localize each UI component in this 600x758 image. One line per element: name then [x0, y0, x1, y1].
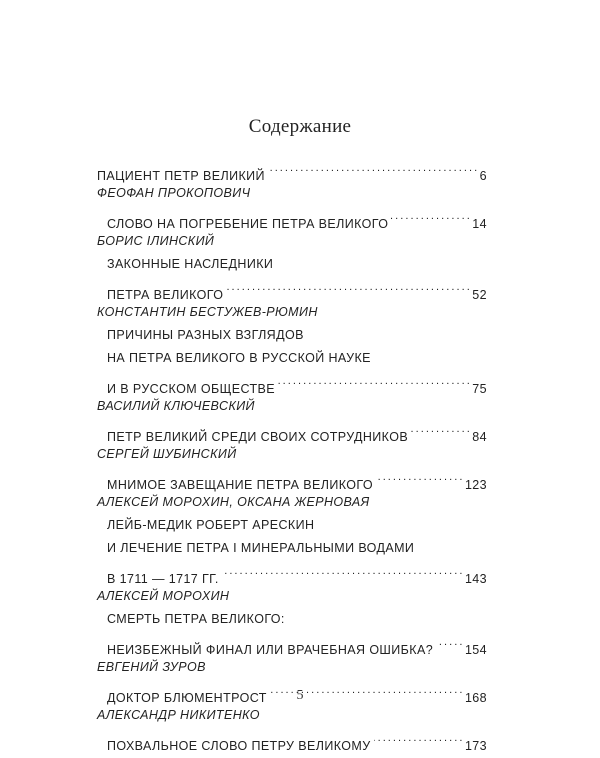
toc-entry-line — [97, 205, 487, 231]
toc-section — [97, 491, 487, 585]
toc-entry-title: МНИМОЕ ЗАВЕЩАНИЕ ПЕТРА ВЕЛИКОГО — [107, 478, 373, 492]
toc-page-number: 173 — [464, 739, 487, 753]
toc-section — [97, 395, 487, 443]
toc-entry-title: ЗАКОННЫЕ НАСЛЕДНИКИ — [107, 257, 274, 271]
toc-entry-title: СЛОВО НА ПОГРЕБЕНИЕ ПЕТРА ВЕЛИКОГО — [107, 217, 389, 231]
toc-dot-leader — [222, 560, 462, 583]
toc-entry-title: ЛЕЙБ-МЕДИК РОБЕРТ АРЕСКИН — [107, 518, 315, 532]
toc-page-number: 123 — [464, 478, 487, 492]
toc-author: БОРИС ІЛИНСКИЙ — [97, 234, 215, 248]
toc-entry-title: ПЕТР ВЕЛИКИЙ СРЕДИ СВОИХ СОТРУДНИКОВ — [107, 430, 409, 444]
toc-section — [97, 585, 487, 656]
toc-entry-line — [97, 418, 487, 444]
page-title: Содержание — [248, 116, 352, 137]
toc-page-number: 154 — [464, 643, 487, 657]
toc-entry-title: ПОХВАЛЬНОЕ СЛОВО ПЕТРУ ВЕЛИКОМУ — [107, 739, 371, 753]
toc-entry-line — [97, 253, 487, 276]
toc-entry-title: НА ПЕТРА ВЕЛИКОГО В РУССКОЙ НАУКЕ — [107, 351, 371, 365]
toc-entry-line — [97, 347, 487, 370]
toc-author: КОНСТАНТИН БЕСТУЖЕВ-РЮМИН — [97, 305, 318, 319]
toc-entry-title: НЕИЗБЕЖНЫЙ ФИНАЛ ИЛИ ВРАЧЕБНАЯ ОШИБКА? — [107, 643, 434, 657]
toc-page-number: 168 — [464, 691, 487, 705]
toc-entry-line — [97, 324, 487, 347]
toc-entry-title: ДОКТОР БЛЮМЕНТРОСТ — [107, 691, 267, 705]
toc-dot-leader — [376, 466, 462, 489]
toc-section — [97, 443, 487, 491]
toc-page-number: 14 — [472, 217, 487, 231]
toc-entry-title: В 1711 — 1717 ГГ. — [107, 572, 219, 586]
toc-author: ФЕОФАН ПРОКОПОВИЧ — [97, 186, 251, 200]
toc-author: СЕРГЕЙ ШУБИНСКИЙ — [97, 447, 237, 461]
toc-entry-line — [97, 727, 487, 753]
toc-section — [97, 301, 487, 395]
toc-author: ВАСИЛИЙ КЛЮЧЕВСКИЙ — [97, 399, 255, 413]
toc-section — [97, 704, 487, 752]
toc-author: ЕВГЕНИЙ ЗУРОВ — [97, 660, 206, 674]
toc-page-number: 143 — [464, 572, 487, 586]
toc-dot-leader — [391, 205, 469, 228]
toc-entry-line — [97, 370, 487, 396]
toc-dot-leader — [278, 370, 469, 393]
toc-entry-line — [97, 537, 487, 560]
toc-entry-line — [97, 276, 487, 302]
toc-entry-line — [97, 157, 487, 183]
toc-page-number: 84 — [472, 430, 487, 444]
toc-entry-line — [97, 466, 487, 492]
toc-entry-title: ПРИЧИНЫ РАЗНЫХ ВЗГЛЯДОВ — [107, 328, 304, 342]
toc-dot-leader — [436, 631, 462, 654]
toc-page-number: 52 — [472, 288, 487, 302]
toc-entry-title: ПАЦИЕНТ ПЕТР ВЕЛИКИЙ — [97, 169, 265, 183]
toc-author: АЛЕКСАНДР НИКИТЕНКО — [97, 708, 260, 722]
toc-entry-line — [97, 560, 487, 586]
toc-section — [97, 157, 487, 182]
page-number: 5 — [296, 688, 304, 703]
toc-author: АЛЕКСЕЙ МОРОХИН, ОКСАНА ЖЕРНОВАЯ — [97, 495, 370, 509]
toc-dot-leader — [268, 157, 477, 180]
toc-section — [97, 230, 487, 301]
toc-entry-title: СМЕРТЬ ПЕТРА ВЕЛИКОГО: — [107, 612, 285, 626]
toc-entry-line — [97, 514, 487, 537]
toc-entry-line — [97, 631, 487, 657]
toc-dot-leader — [411, 418, 469, 441]
toc-page-number: 75 — [472, 382, 487, 396]
toc-author: АЛЕКСЕЙ МОРОХИН — [97, 589, 230, 603]
toc-entry-title: ПЕТРА ВЕЛИКОГО — [107, 288, 224, 302]
toc-page-number: 6 — [479, 169, 487, 183]
toc-dot-leader — [226, 276, 469, 299]
toc-dot-leader — [374, 727, 462, 750]
toc-section — [97, 182, 487, 230]
table-of-contents — [97, 157, 487, 752]
toc-entry-title: И ЛЕЧЕНИЕ ПЕТРА І МИНЕРАЛЬНЫМИ ВОДАМИ — [107, 541, 415, 555]
toc-entry-title: И В РУССКОМ ОБЩЕСТВЕ — [107, 382, 275, 396]
toc-entry-line — [97, 608, 487, 631]
